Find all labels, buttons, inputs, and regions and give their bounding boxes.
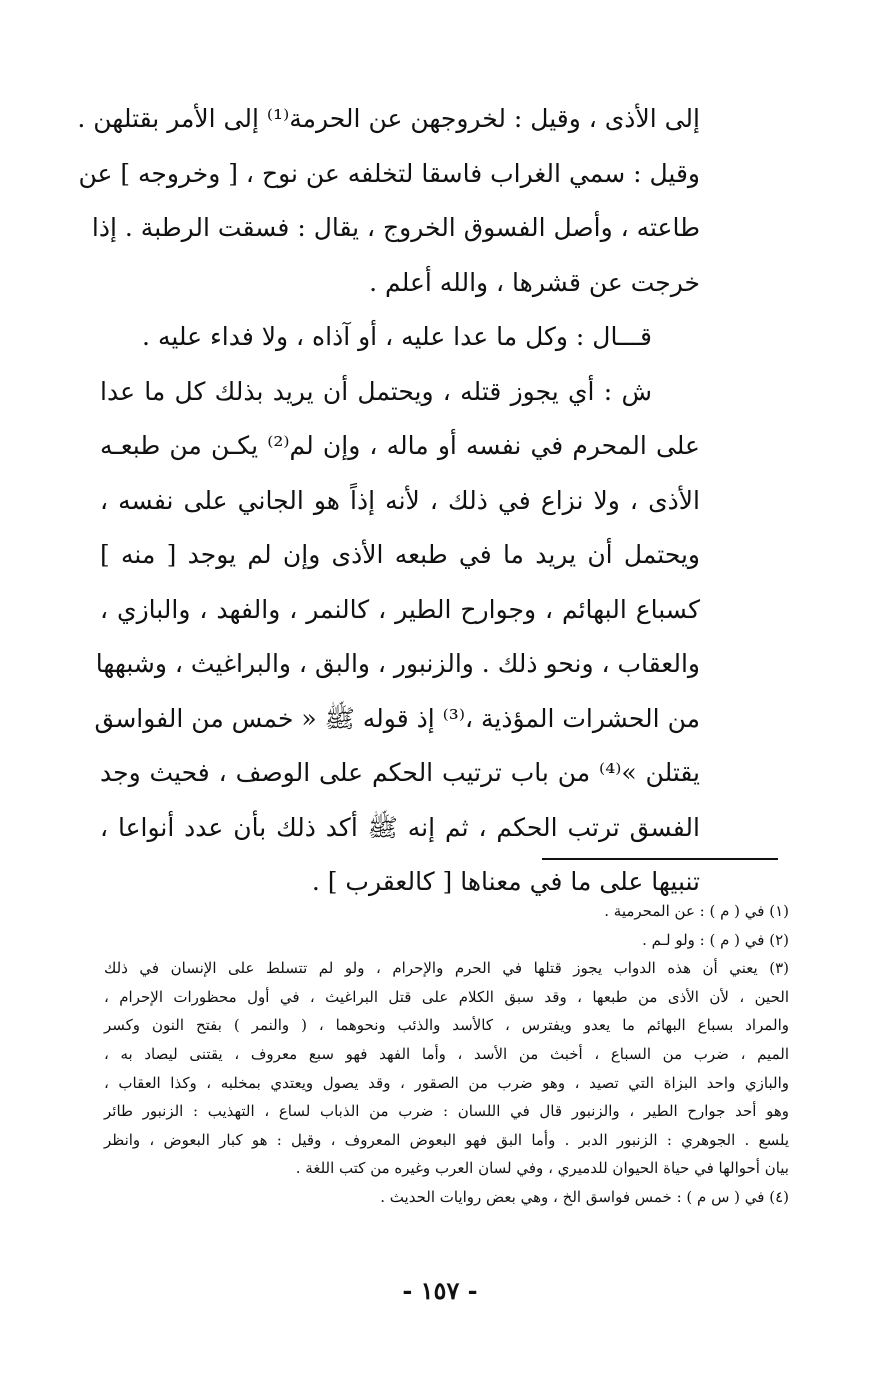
text-line-15: تنبيها على ما في معناها [ كالعقرب ] . bbox=[311, 867, 700, 896]
footnote-4: (٤) في ( س م ) : خمس فواسق الخ ، وهي بعض روايات الحديث . bbox=[380, 1187, 789, 1206]
text-line-6: ش : أي يجوز قتله ، ويحتمل أن يريد بذلك كل ما عدا bbox=[100, 376, 652, 406]
footnote-3-line-7: يلسع . الجوهري : الزنبور الدبر . وأما البق فهو البعوض المعروف ، وقيل : هو كبار البعوض ، وانظر bbox=[104, 1130, 789, 1149]
text-line-14: الفسق ترتب الحكم ، ثم إنه ﷺ أكد ذلك بأن عدد أنواعا ، bbox=[100, 812, 700, 842]
text-line-7: على المحرم في نفسه أو ماله ، وإن لم⁽²⁾ يكـن من طبعـه bbox=[100, 431, 700, 460]
text-line-3: طاعته ، وأصل الفسوق الخروج ، يقال : فسقت الرطبة . إذا bbox=[91, 213, 700, 242]
text-line-11: والعقاب ، ونحو ذلك . والزنبور ، والبق ، والبراغيث ، وشبهها bbox=[95, 649, 700, 678]
footnote-3-line-4: الميم ، ضرب من السباع ، أخبث من الأسد ، وأما الفهد فهو سبع معروف ، يقتنى ليصاد به ، bbox=[104, 1044, 789, 1063]
text-line-12: من الحشرات المؤذية ،⁽³⁾ إذ قوله ﷺ « خمس من الفواسق bbox=[94, 703, 700, 733]
text-line-8: الأذى ، ولا نزاع في ذلك ، لأنه إذاً هو الجاني على نفسه ، bbox=[100, 485, 700, 515]
footnote-3-line-5: والبازي واحد البزاة التي تصيد ، وهو ضرب من الصقور ، وقد يصول ويعتدي بمخلبه ، وكذا العقاب ، bbox=[104, 1073, 789, 1092]
text-line-5: قـــال : وكل ما عدا عليه ، أو آذاه ، ولا فداء عليه . bbox=[142, 322, 652, 351]
text-line-1: إلى الأذى ، وقيل : لخروجهن عن الحرمة⁽¹⁾ إلى الأمر بقتلهن . bbox=[77, 104, 700, 133]
footnote-3-line-3: والمراد بسباع البهائم ما يعدو ويفترس ، كالأسد والذئب ونحوهما ، ( والنمر ) بفتح النون وكسر bbox=[104, 1016, 789, 1035]
footnote-3-line-8: بيان أحوالها في حياة الحيوان للدميري ، وفي لسان العرب وغيره من كتب اللغة . bbox=[295, 1159, 789, 1178]
text-line-2: وقيل : سمي الغراب فاسقا لتخلفه عن نوح ، [ وخروجه ] عن bbox=[78, 158, 700, 188]
page-number: - ١٥٧ - bbox=[402, 1276, 478, 1305]
footnote-3-line-2: الحين ، لأن الأذى من طبعها ، وقد سبق الكلام على قتل البراغيث ، في أول محظورات الإحرام ، bbox=[104, 987, 789, 1006]
footnote-1: (١) في ( م ) : عن المحرمية . bbox=[604, 902, 789, 920]
text-line-13: يقتلن »⁽⁴⁾ من باب ترتيب الحكم على الوصف ، فحيث وجد bbox=[100, 758, 701, 787]
text-line-10: كسباع البهائم ، وجوارح الطير ، كالنمر ، والفهد ، والبازي ، bbox=[100, 594, 700, 624]
footnote-2: (٢) في ( م ) : ولو لـم . bbox=[642, 930, 789, 949]
text-line-9: ويحتمل أن يريد ما في طبعه الأذى وإن لم يوجد [ منه ] bbox=[100, 540, 700, 569]
main-text-block bbox=[77, 92, 701, 910]
text-line-4: خرجت عن قشرها ، والله أعلم . bbox=[369, 267, 700, 297]
footnote-separator-rule bbox=[542, 858, 778, 860]
footnote-3-line-1: (٣) يعني أن هذه الدواب يجوز قتلها في الحرم والإحرام ، ولو لم تتسلط على الإنسان في ذلك bbox=[104, 959, 789, 978]
footnote-3-line-6: وهو أحد جوارح الطير ، والزنبور قال في اللسان : ضرب من الذباب لساع ، التهذيب : الزنبور طائر bbox=[104, 1102, 789, 1121]
footnotes-block bbox=[104, 897, 789, 1212]
